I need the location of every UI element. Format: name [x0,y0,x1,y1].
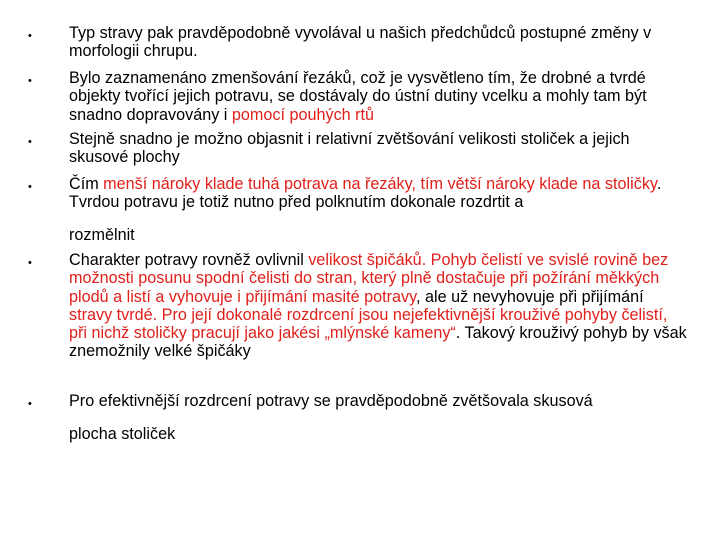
bullet-icon: • [28,136,32,148]
bullet-icon: • [28,75,32,87]
bullet-icon: • [28,398,32,410]
bullet-icon: • [28,257,32,269]
item-text: Bylo zaznamenáno zmenšování řezáků, což je vysvětleno tím, že drobné a tvrdé objekty tvořící jejich potravu, se dostávaly do ústní dutiny vcelku a mohly tam být snadno dopravovány i pomocí pouhých rtů [69,69,647,124]
item-text-continuation: rozmělnit [69,226,135,244]
item-text: Čím menší nároky klade tuhá potrava na řezáky, tím větší nároky klade na stoličky. Tvrdou potravu je totiž nutno před polknutím dokonale rozdrtit a [69,175,662,212]
item-text: Stejně snadno je možno objasnit i relativní zvětšování velikosti stoliček a jejich skusové plochy [69,130,630,167]
bullet-icon: • [28,30,32,42]
bullet-icon: • [28,181,32,193]
item-text: Charakter potravy rovněž ovlivnil velikost špičáků. Pohyb čelistí ve svislé rovině bez možnosti posunu spodní čelisti do stran, který plně dostačuje při požírání měkkých plodů a listí a vyhovuje i přijímání masité potravy, ale už nevyhovuje při přijímání stravy tvrdé. Pro její dokonalé rozdrcení jsou nejefektivnější krouživé pohyby čelistí, při nichž stoličky pracují jako jakési „mlýnské kameny“. Takový krouživý pohyb by však znemožnily velké špičáky [69,251,687,361]
item-text: Pro efektivnější rozdrcení potravy se pravděpodobně zvětšovala skusová [69,392,593,410]
item-text: Typ stravy pak pravděpodobně vyvolával u našich předchůdců postupné změny v morfologii chrupu. [69,24,652,61]
item-text-continuation: plocha stoliček [69,425,176,443]
